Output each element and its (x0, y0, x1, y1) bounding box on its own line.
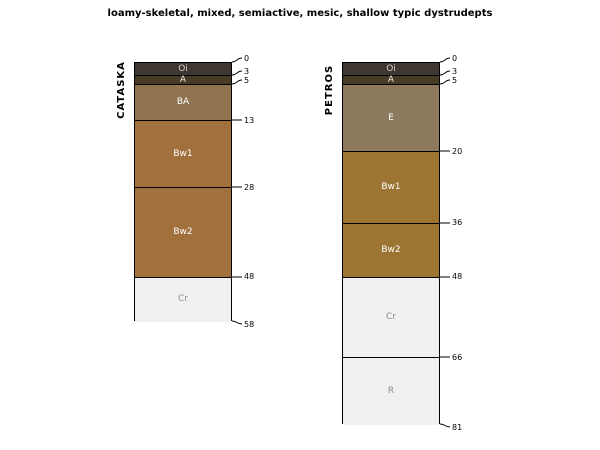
horizon-bw1 (343, 152, 439, 224)
depth-tick-line (440, 78, 450, 86)
depth-tick-label: 36 (452, 218, 463, 228)
depth-tick-line (232, 319, 242, 326)
horizon-bw2 (135, 188, 231, 277)
depth-tick-label: 48 (244, 272, 255, 282)
depth-tick-line (440, 56, 450, 64)
depth-tick-label: 28 (244, 182, 255, 192)
depth-tick-label: 5 (244, 75, 250, 85)
figure-title: loamy-skeletal, mixed, semiactive, mesic, shallow typic dystrudepts (107, 8, 493, 19)
depth-tick-line (440, 355, 450, 359)
depth-tick-line (440, 69, 450, 77)
depth-tick-label: 48 (452, 272, 463, 282)
horizon-a (135, 76, 231, 85)
depth-tick-label: 20 (452, 146, 463, 156)
horizon-label: Cr (178, 294, 188, 305)
horizon-bw2 (343, 224, 439, 278)
depth-tick-label: 13 (244, 115, 255, 125)
depth-tick-label: 58 (244, 319, 255, 329)
depth-tick-line (440, 275, 450, 279)
horizon-label: Bw1 (173, 148, 193, 159)
horizon-label: E (388, 112, 394, 123)
depth-tick-label: 66 (452, 352, 463, 362)
horizon-label: Oi (178, 63, 188, 74)
depth-tick-label: 5 (452, 75, 458, 85)
horizon-a (343, 76, 439, 85)
horizon-label: Cr (386, 311, 396, 322)
depth-tick-line (440, 422, 450, 429)
horizon-ba (135, 85, 231, 121)
depth-tick-line (440, 221, 450, 225)
horizon-label: Oi (386, 63, 396, 74)
horizon-bw1 (135, 121, 231, 188)
depth-tick-line (232, 275, 242, 279)
horizon-r (343, 358, 439, 425)
horizon-label: A (179, 74, 187, 85)
horizon-cr (343, 278, 439, 358)
depth-tick-line (440, 149, 450, 153)
horizon-cr (135, 278, 231, 323)
depth-tick-line (232, 118, 242, 122)
soil-profile-petros (342, 62, 440, 424)
horizon-label: Bw2 (381, 244, 401, 255)
depth-tick-label: 81 (452, 422, 463, 432)
horizon-label: Bw2 (173, 226, 193, 237)
depth-tick-label: 0 (244, 53, 250, 63)
depth-tick-label: 3 (244, 66, 250, 76)
horizon-e (343, 85, 439, 152)
horizon-oi (343, 63, 439, 76)
horizon-label: R (387, 386, 395, 396)
depth-tick-line (232, 56, 242, 64)
depth-tick-line (232, 185, 242, 189)
soil-profile-cataska (134, 62, 232, 321)
horizon-label: A (387, 74, 395, 85)
horizon-label: BA (176, 97, 190, 108)
depth-tick-label: 3 (452, 66, 458, 76)
depth-tick-line (232, 78, 242, 86)
depth-tick-label: 0 (452, 53, 458, 63)
horizon-oi (135, 63, 231, 76)
profile-id-cataska: CATASKA (116, 61, 127, 119)
depth-tick-line (232, 69, 242, 77)
horizon-label: Bw1 (381, 182, 401, 193)
profile-id-petros: PETROS (324, 64, 335, 116)
